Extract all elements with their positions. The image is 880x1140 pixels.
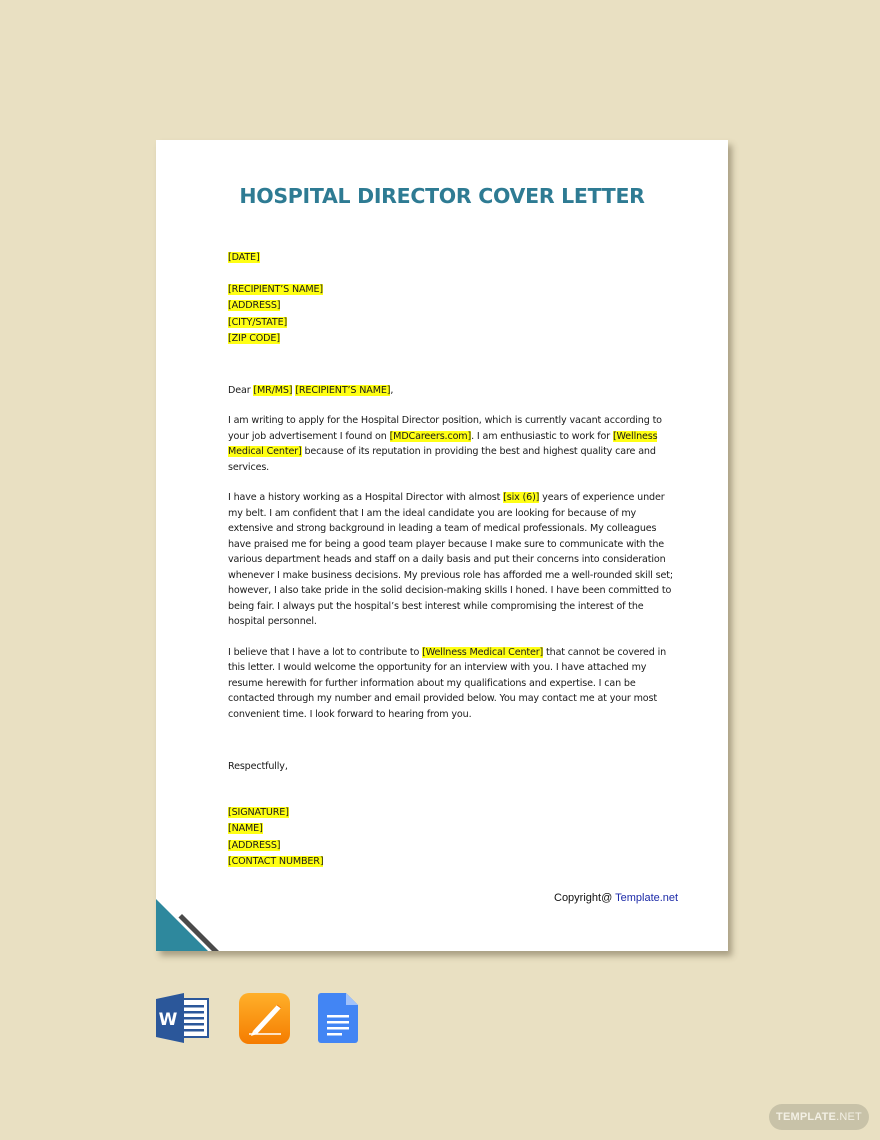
paragraph-text: I am writing to apply for the Hospital Director position, which is currently vacant according to your job advertisement I found on	[228, 415, 662, 442]
recipient-zip-placeholder: [ZIP CODE]	[228, 333, 280, 344]
recipient-city-state-placeholder: [CITY/STATE]	[228, 316, 288, 328]
pages-icon[interactable]	[239, 993, 290, 1049]
salutation	[228, 383, 676, 399]
salutation-title-placeholder: [MR/MS]	[253, 384, 293, 396]
letter-body	[228, 250, 676, 871]
copyright-notice	[554, 892, 678, 904]
paragraph-text: that cannot be covered in this letter. I would welcome the opportunity for an interview with you. I have attached my resume herewith for further information about my qualifications and expertise. I can be contacted through my number and email provided below. You may contact me at your most convenient time. I look forward to hearing from you.	[228, 646, 667, 720]
corner-triangle-decoration	[156, 899, 208, 951]
word-icon[interactable]	[156, 993, 210, 1048]
salutation-prefix: Dear	[228, 384, 254, 396]
paragraph-closing	[228, 645, 676, 723]
paragraph-experience	[228, 490, 676, 630]
document-page	[156, 140, 728, 951]
copyright-label: Copyright@	[554, 892, 616, 904]
page-title: HOSPITAL DIRECTOR COVER LETTER	[239, 184, 645, 208]
recipient-name-placeholder: [RECIPIENT’S NAME]	[228, 283, 324, 295]
watermark-thin-text: .NET	[836, 1111, 862, 1123]
paragraph-intro	[228, 413, 676, 475]
google-docs-icon[interactable]	[318, 993, 358, 1048]
recipient-address-placeholder: [ADDRESS]	[228, 300, 281, 311]
years-placeholder: [six (6)]	[503, 492, 540, 503]
signature-placeholder: [SIGNATURE]	[228, 806, 289, 818]
template-net-link[interactable]: Template.net	[615, 892, 679, 904]
paragraph-text: I have a history working as a Hospital Director with almost	[228, 492, 504, 503]
company-placeholder: [Wellness Medical Center]	[422, 646, 544, 658]
company-placeholder: [Wellness Medical Center]	[228, 430, 658, 457]
name-placeholder: [NAME]	[228, 823, 263, 834]
watermark-bold-text: TEMPLATE	[776, 1111, 837, 1123]
paragraph-text: . I am enthusiastic to work for	[471, 430, 613, 442]
paragraph-text: because of its reputation in providing the best and highest quality care and services.	[228, 446, 656, 473]
paragraph-text: years of experience under my belt. I am confident that I am the ideal candidate you are looking for because of my extensive and strong background in leading a team of medical professionals. My colleagues have praised me for being a good team player because I make sure to communicate with the various department heads and staff on a daily basis and put their concerns into consideration whenever I make business decisions. My previous role has afforded me a well-rounded skill set; however, I also take pride in the solid decision-making skills I honed. I have been committed to being fair. I always put the hospital’s best interest while compromising the interest of the hospital personnel.	[228, 492, 673, 627]
template-net-watermark-badge	[769, 1104, 869, 1130]
paragraph-text: I believe that I have a lot to contribute to	[228, 646, 423, 658]
address-placeholder: [ADDRESS]	[228, 839, 281, 851]
salutation-name-placeholder: [RECIPIENT’S NAME]	[295, 384, 391, 396]
contact-number-placeholder: [CONTACT NUMBER]	[228, 856, 324, 867]
date-block	[228, 250, 676, 266]
signature-block	[228, 805, 676, 871]
job-board-placeholder: [MDCareers.com]	[389, 430, 472, 442]
recipient-block	[228, 282, 676, 348]
svg-text:W: W	[158, 1010, 178, 1030]
closing-line: Respectfully,	[228, 761, 288, 772]
date-placeholder: [DATE]	[228, 252, 260, 263]
salutation-suffix: ,	[390, 384, 394, 396]
